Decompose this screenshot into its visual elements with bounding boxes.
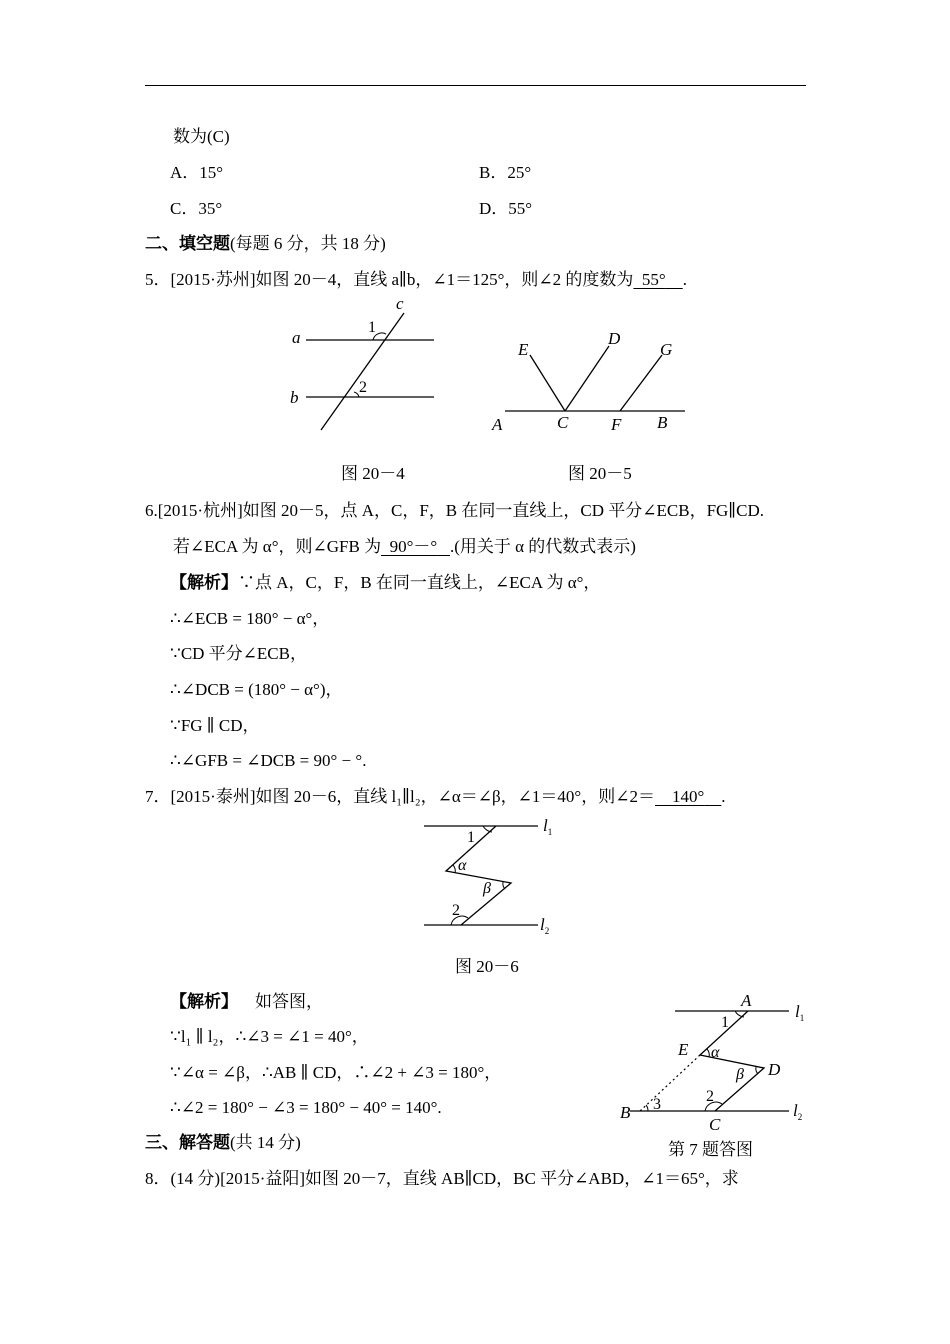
figure-q7-answer xyxy=(615,988,815,1133)
ray-cd xyxy=(565,346,609,411)
option-a: A．15° xyxy=(170,163,224,182)
label-l2: $l_2$ xyxy=(540,915,550,936)
label-A: A xyxy=(741,991,752,1010)
label-angle-1: 1 xyxy=(721,1014,729,1031)
section-2-heading: 二、填空题(每题 6 分，共 18 分) xyxy=(145,234,386,253)
label-l2: $l_2$ xyxy=(793,1101,803,1122)
label-l1: $l_1$ xyxy=(543,816,553,837)
label-angle-1: 1 xyxy=(368,319,376,336)
q7-solution-3: ∴∠2 = 180° − ∠3 = 180° − 40° = 140°. xyxy=(170,1098,442,1117)
angle-3-arc xyxy=(646,1105,648,1111)
caption-q7-answer: 第 7 题答图 xyxy=(668,1140,753,1159)
ray-ce xyxy=(530,355,565,411)
label-G: G xyxy=(660,340,673,359)
label-D: D xyxy=(768,1060,781,1079)
label-c: c xyxy=(396,294,404,313)
label-angle-2: 2 xyxy=(452,902,460,919)
label-E: E xyxy=(518,340,529,359)
figure-20-4 xyxy=(285,295,485,435)
caption-20-5: 图 20－5 xyxy=(568,464,632,483)
header-rule xyxy=(145,85,806,86)
q6-answer: 90°－° xyxy=(389,537,438,556)
question-6-line-2: 若∠ECA 为 α°，则∠GFB 为 90°－° .(用关于 α 的代数式表示) xyxy=(173,537,636,556)
question-7: 7．[2015·泰州]如图 20－6，直线 l₁∥l₂，∠α＝∠β，∠1＝40°，则∠2＝ 140° . xyxy=(145,787,726,806)
option-b: B．25° xyxy=(479,163,532,182)
label-D: D xyxy=(608,329,621,348)
label-l1: $l_1$ xyxy=(795,1002,805,1023)
label-angle-3: 3 xyxy=(653,1096,661,1113)
label-B: B xyxy=(620,1103,631,1122)
q6-solution-3: ∵CD 平分∠ECB， xyxy=(170,644,307,663)
angle-beta-arc xyxy=(503,882,505,889)
label-C: C xyxy=(709,1115,721,1134)
label-C: C xyxy=(557,413,569,432)
caption-20-6: 图 20－6 xyxy=(455,957,519,976)
q7-answer: 140° xyxy=(671,787,705,806)
q6-solution-4: ∴∠DCB = (180° − α°)， xyxy=(170,680,343,699)
q6-solution-1: 【解析】∵点 A，C，F，B 在同一直线上，∠ECA 为 α°， xyxy=(170,573,601,592)
label-a: a xyxy=(292,328,301,347)
ray-fg xyxy=(620,355,662,411)
question-5: 5．[2015·苏州]如图 20－4，直线 a∥b，∠1＝125°，则∠2 的度数为 55° . xyxy=(145,270,687,289)
q6-solution-6: ∴∠GFB = ∠DCB = 90° − °. xyxy=(170,751,367,770)
label-angle-2: 2 xyxy=(706,1088,714,1105)
label-alpha: α xyxy=(458,857,467,874)
label-angle-2: 2 xyxy=(359,379,367,396)
question-8: 8．(14 分)[2015·益阳]如图 20－7，直线 AB∥CD，BC 平分∠ABD，∠1＝65°，求 xyxy=(145,1169,739,1188)
angle-beta-arc xyxy=(756,1067,758,1074)
label-beta: β xyxy=(736,1066,744,1083)
label-angle-1: 1 xyxy=(467,829,475,846)
label-B: B xyxy=(657,413,668,432)
label-b: b xyxy=(290,388,299,407)
q6-solution-2: ∴∠ECB = 180° − α°， xyxy=(170,609,330,628)
q5-answer: 55° xyxy=(641,270,666,289)
figure-20-6 xyxy=(420,812,570,937)
q7-solution-2: ∵∠α = ∠β，∴AB ∥ CD，∴∠2 + ∠3 = 180°， xyxy=(170,1063,502,1082)
q7-solution-1: ∵l₁ ∥ l₂，∴∠3 = ∠1 = 40°， xyxy=(170,1027,369,1046)
question-6-line-1: 6.[2015·杭州]如图 20－5，点 A，C，F，B 在同一直线上，CD 平分∠ECB，FG∥CD. xyxy=(145,501,765,520)
section-3-heading: 三、解答题(共 14 分) xyxy=(145,1133,301,1152)
option-d: D．55° xyxy=(479,199,533,218)
q4-continuation: 数为(C) xyxy=(173,127,230,146)
line-c xyxy=(321,313,404,430)
angle-alpha-arc xyxy=(707,1049,709,1057)
q6-solution-5: ∵FG ∥ CD， xyxy=(170,716,260,735)
label-beta: β xyxy=(483,880,491,897)
label-F: F xyxy=(611,415,622,434)
label-E: E xyxy=(678,1040,689,1059)
label-alpha: α xyxy=(711,1044,720,1061)
label-A: A xyxy=(492,415,503,434)
caption-20-4: 图 20－4 xyxy=(341,464,405,483)
option-c: C．35° xyxy=(170,199,223,218)
dotted-line-eb xyxy=(640,1055,700,1111)
q7-solution-0: 【解析】 如答图， xyxy=(170,992,323,1011)
figure-20-5 xyxy=(487,325,702,435)
